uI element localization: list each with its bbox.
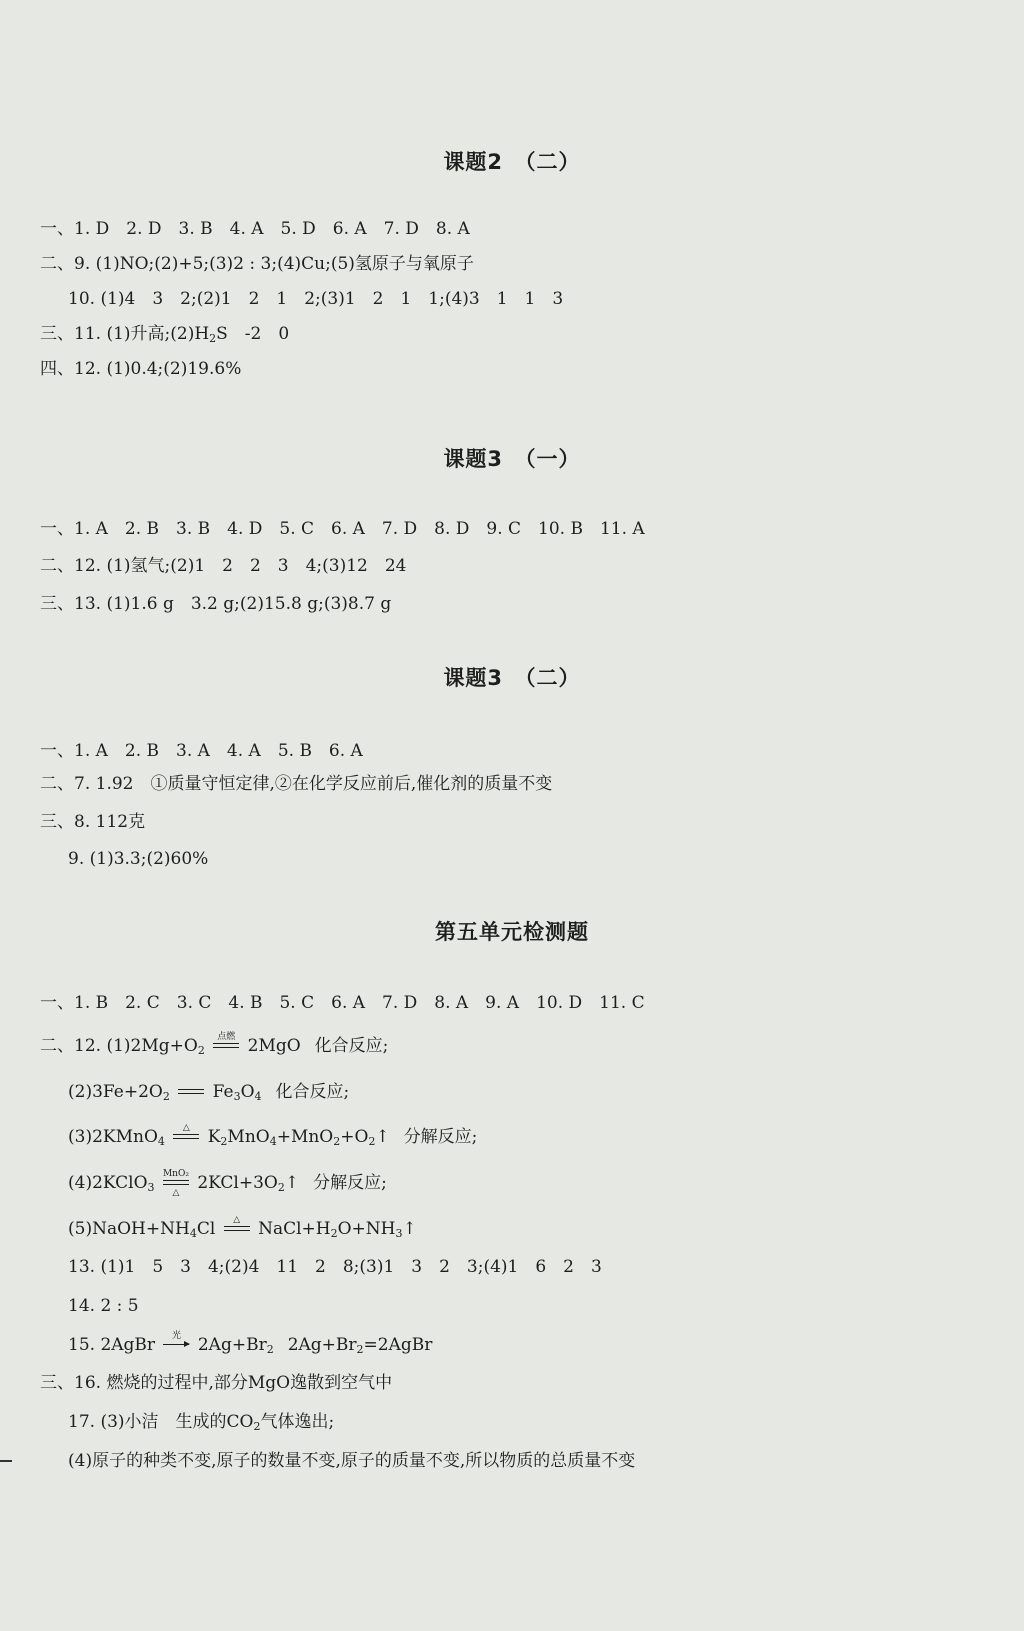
reaction-condition: 点燃 xyxy=(212,1034,240,1058)
answer-line: 一、1. B 2. C 3. C 4. B 5. C 6. A 7. D 8. A 9. A 10. D 11. C xyxy=(40,993,645,1013)
answer-line: 一、1. A 2. B 3. B 4. D 5. C 6. A 7. D 8. D 9. C 10. B 11. A xyxy=(40,519,645,539)
answer-line: (4)原子的种类不变,原子的数量不变,原子的质量不变,所以物质的总质量不变 xyxy=(68,1451,636,1471)
answer-line: 三、16. 燃烧的过程中,部分MgO逸散到空气中 xyxy=(40,1373,393,1393)
answer-line: 14. 2 : 5 xyxy=(68,1296,139,1316)
answer-line: 二、9. (1)NO;(2)+5;(3)2 : 3;(4)Cu;(5)氢原子与氧原子 xyxy=(40,254,474,274)
answer-line: 17. (3)小洁 生成的$CO_2$气体逸出; xyxy=(68,1412,335,1433)
section-title-3-1: 课题3 （一） xyxy=(443,447,581,471)
section-title-3-2: 课题3 （二） xyxy=(443,666,581,690)
equation-line: 二、12. $(1)2Mg+O_2$ 点燃 2MgO 化合反应; xyxy=(40,1032,389,1057)
equation-line: (4)2KClO$_3$ MnO₂ △ $2KCl+3O_2↑$ 分解反应; xyxy=(68,1169,387,1198)
answer-line: 10. (1)4 3 2;(2)1 2 1 2;(3)1 2 1 1;(4)3 1 1 3 xyxy=(68,289,564,309)
equation-line: (3)2KMnO$_4$ △ $K_2MnO_4+MnO_2+O_2↑$ 分解反应; xyxy=(68,1123,478,1148)
answer-line: 一、1. A 2. B 3. A 4. A 5. B 6. A xyxy=(40,741,363,761)
equation-line: $(2)3Fe+2O_2$ $Fe_3O_4$ 化合反应; xyxy=(68,1082,350,1103)
answer-line: 13. (1)1 5 3 4;(2)4 11 2 8;(3)1 3 2 3;(4)1 6 2 3 xyxy=(68,1257,602,1277)
answer-line: 三、8. 112克 xyxy=(40,812,146,832)
reaction-condition: △ xyxy=(172,1125,200,1149)
reaction-condition: △ xyxy=(223,1217,251,1241)
answer-line: 9. (1)3.3;(2)60% xyxy=(68,849,209,869)
answer-line: 三、13. (1)1.6 g 3.2 g;(2)15.8 g;(3)8.7 g xyxy=(40,594,392,614)
section-title-2-2: 课题2 （二） xyxy=(443,150,581,174)
answer-line: 四、12. (1)0.4;(2)19.6% xyxy=(40,359,242,379)
reaction-condition: MnO₂ △ xyxy=(162,1169,189,1198)
equation-line: $(5)NaOH+NH_4Cl$ △ $NaCl+H_2O+NH_3↑$ xyxy=(68,1215,417,1240)
page-edge-mark xyxy=(0,1460,12,1462)
answer-line: 一、1. D 2. D 3. B 4. A 5. D 6. A 7. D 8. A xyxy=(40,219,470,239)
equation-line: 15. 2AgBr 光 $2Ag+Br_2$ $2Ag+Br_2=2AgBr$ xyxy=(68,1331,433,1356)
answer-line: 二、12. (1)氢气;(2)1 2 2 3 4;(3)12 24 xyxy=(40,556,407,576)
section-title-unit-5: 第五单元检测题 xyxy=(435,920,589,944)
answer-line: 二、7. 1.92 ①质量守恒定律,②在化学反应前后,催化剂的质量不变 xyxy=(40,774,553,794)
reaction-condition xyxy=(177,1080,205,1104)
answer-line: 三、11. (1)升高$;(2)H_2S$ -2 0 xyxy=(40,324,290,345)
reaction-condition: 光 xyxy=(162,1333,190,1357)
